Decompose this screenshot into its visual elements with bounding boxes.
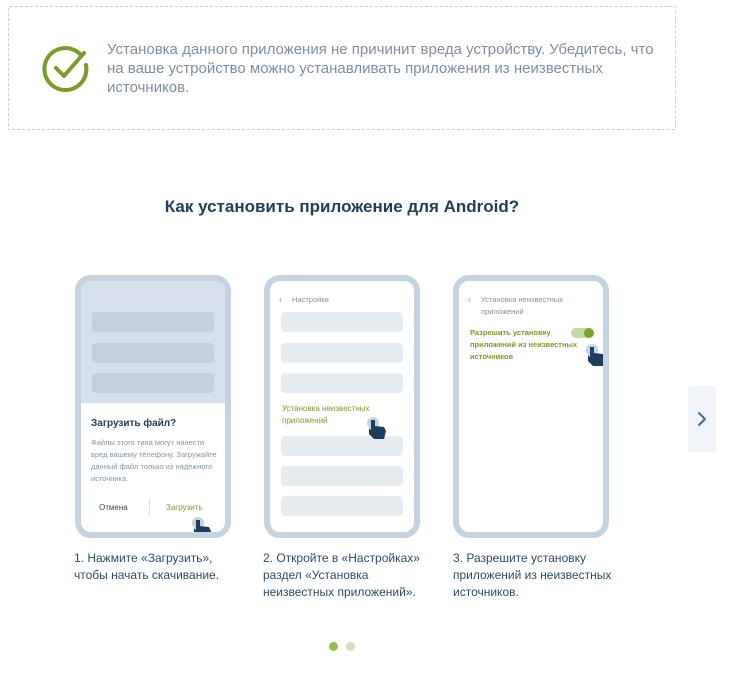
settings-row [281, 312, 403, 332]
placeholder-bar [92, 343, 214, 363]
allow-unknown-sources-label: Разрешить установку приложений из неизвестных источников [470, 328, 578, 361]
dialog-title: Загрузить файл? [91, 418, 177, 429]
dialog-download-label: Загрузить [166, 503, 203, 512]
tap-hand-icon [366, 416, 388, 440]
back-chevron-icon: ‹ [468, 294, 471, 304]
screen-title: Установка неизвестных приложений [481, 295, 564, 316]
unknown-apps-setting-label: Установка неизвестных приложений [282, 404, 370, 425]
chevron-right-icon [697, 411, 707, 427]
step-caption: 1. Нажмите «Загрузить», чтобы начать скачивание. [74, 551, 220, 582]
tap-hand-icon [585, 343, 607, 367]
settings-row [281, 343, 403, 363]
settings-row [281, 496, 403, 516]
back-chevron-icon: ‹ [279, 294, 282, 304]
pagination-dot[interactable] [346, 642, 355, 651]
phone-illustration-download [75, 275, 231, 538]
dialog-divider [149, 499, 150, 515]
pagination-dot-active[interactable] [329, 642, 338, 651]
settings-row [281, 466, 403, 486]
settings-row [281, 373, 403, 393]
step-caption: 2. Откройте в «Настройках» раздел «Установка неизвестных приложений». [263, 551, 420, 599]
dialog-body: Файлы этого типа могут нанести вред вашему телефону. Загружайте данный файл только из надежного источника. [91, 438, 217, 483]
check-circle-icon [41, 43, 91, 93]
page-title: Как установить приложение для Android? [164, 197, 520, 216]
phone-illustration-settings [264, 275, 420, 538]
tap-hand-icon [191, 516, 213, 538]
step-caption: 3. Разрешите установку приложений из неизвестных источников. [453, 551, 612, 599]
screen-title: Настройки [292, 295, 329, 304]
install-safety-notice [8, 6, 676, 130]
placeholder-bar [92, 312, 214, 332]
placeholder-bar [92, 373, 214, 393]
phone-screen-background [81, 281, 225, 403]
phone-illustration-permission [453, 275, 609, 538]
allow-toggle [571, 328, 593, 338]
dialog-cancel-label: Отмена [99, 503, 128, 512]
notice-text: Установка данного приложения не причинит вреда устройству. Убедитесь, что на ваше устройство можно устанавливать приложения из неизвестных источников. [107, 41, 654, 96]
carousel-next-button[interactable] [688, 386, 716, 452]
toggle-knob [584, 328, 594, 338]
